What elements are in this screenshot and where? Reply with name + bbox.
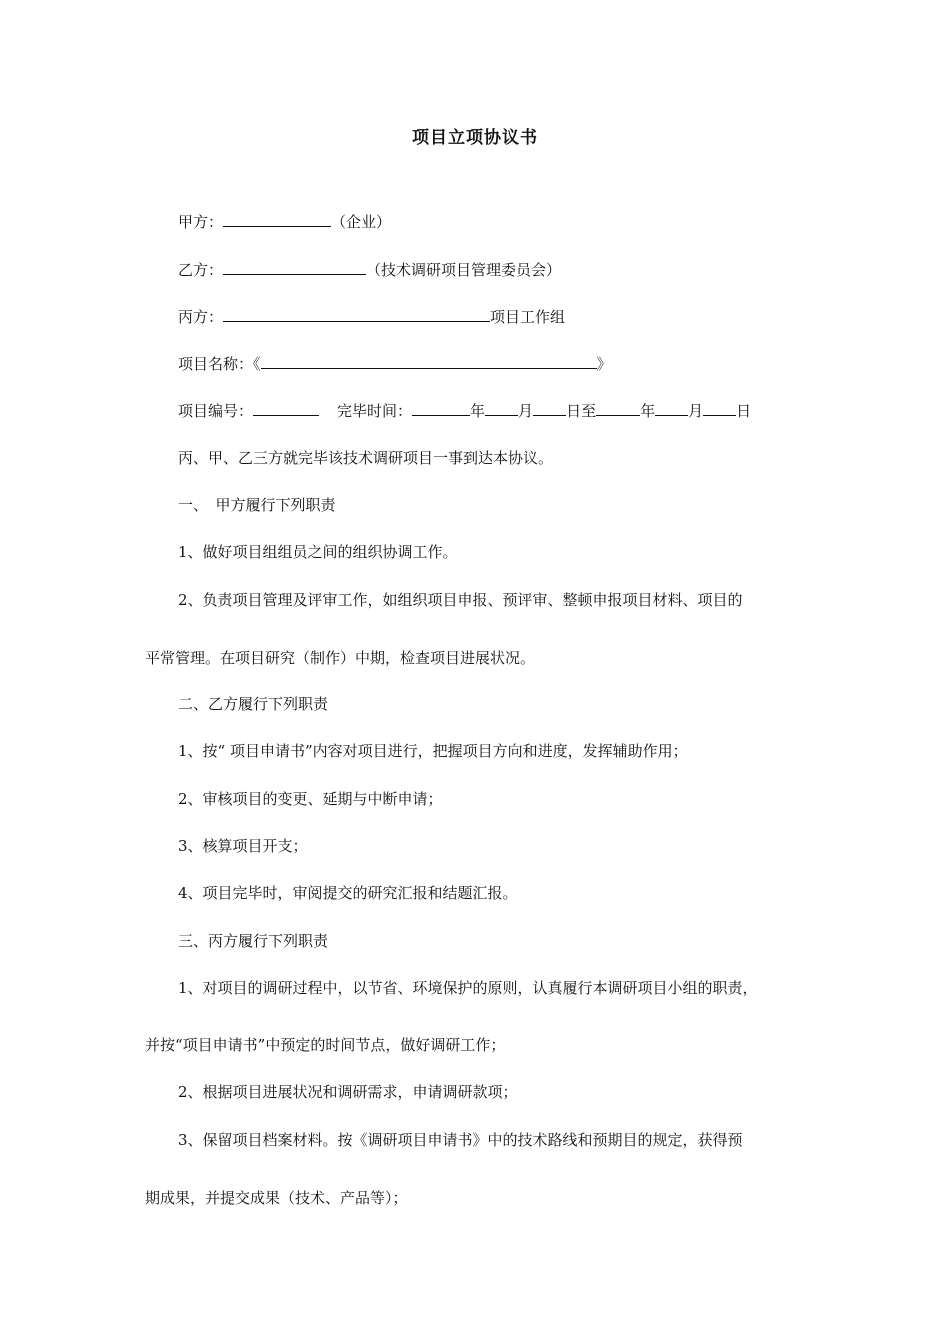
party-b-line [178, 259, 561, 280]
end-month-label: 月 [688, 402, 704, 420]
start-day-blank [533, 400, 566, 416]
party-c-blank [223, 306, 490, 322]
year-label: 年 [470, 402, 486, 420]
party-b-blank [223, 259, 366, 275]
project-name-open-quote: 《 [253, 355, 261, 373]
day-to-label: 日至 [566, 402, 597, 420]
party-a-note: （企业） [331, 213, 392, 231]
project-number-line [178, 400, 751, 421]
end-month-blank [655, 400, 688, 416]
party-c-line [178, 306, 565, 327]
end-day-blank [703, 400, 736, 416]
section-2-item-3: 3、核算项目开支； [178, 837, 308, 855]
party-c-note: 项目工作组 [490, 308, 566, 326]
finish-time-label: 完毕时间： [337, 402, 413, 420]
section-3-item-3-line-2: 期成果，并提交成果（技术、产品等）； [145, 1189, 408, 1207]
party-a-line [178, 211, 391, 232]
month-label: 月 [518, 402, 534, 420]
section-3-item-1-line-2: 并按“项目申请书”中预定的时间节点，做好调研工作； [145, 1036, 506, 1054]
project-no-label: 项目编号： [178, 402, 254, 420]
party-a-label: 甲方： [178, 213, 224, 231]
section-2-item-1: 1、按“ 项目申请书”内容对项目进行，把握项目方向和进度，发挥辅助作用； [178, 742, 688, 760]
project-name-close-quote: 》 [596, 355, 612, 373]
section-1-item-2-line-2: 平常管理。在项目研究（制作）中期，检查项目进展状况。 [145, 649, 536, 667]
section-2-item-4: 4、项目完毕时，审阅提交的研究汇报和结题汇报。 [178, 884, 518, 902]
agreement-intro: 丙、甲、乙三方就完毕该技术调研项目一事到达本协议。 [178, 449, 554, 467]
end-year-label: 年 [640, 402, 656, 420]
section-2-item-2: 2、审核项目的变更、延期与中断申请； [178, 790, 443, 808]
party-a-blank [223, 211, 331, 227]
section-3-item-3-line-1: 3、保留项目档案材料。按《调研项目申请书》中的技术路线和预期目的规定，获得预 [178, 1131, 743, 1149]
document-title: 项目立项协议书 [412, 128, 538, 148]
end-day-label: 日 [736, 402, 752, 420]
party-c-label: 丙方： [178, 308, 224, 326]
section-1-item-2-line-1: 2、负责项目管理及评审工作，如组织项目申报、预评审、整顿申报项目材料、项目的 [178, 591, 743, 609]
party-b-label: 乙方： [178, 261, 224, 279]
start-month-blank [485, 400, 518, 416]
project-name-blank [261, 353, 597, 369]
section-2-heading: 二、乙方履行下列职责 [178, 695, 329, 713]
start-year-blank [412, 400, 470, 416]
party-b-note: （技术调研项目管理委员会） [366, 261, 562, 279]
section-1-item-1: 1、做好项目组组员之间的组织协调工作。 [178, 543, 458, 561]
project-name-label: 项目名称： [178, 355, 254, 373]
end-year-blank [596, 400, 640, 416]
section-3-item-1-line-1: 1、对项目的调研过程中，以节省、环境保护的原则，认真履行本调研项目小组的职责， [178, 979, 758, 997]
project-no-blank [253, 400, 319, 416]
section-3-item-2: 2、根据项目进展状况和调研需求，申请调研款项； [178, 1083, 518, 1101]
section-1-heading: 一、 甲方履行下列职责 [178, 496, 336, 514]
project-name-line [178, 353, 612, 374]
section-3-heading: 三、丙方履行下列职责 [178, 932, 329, 950]
